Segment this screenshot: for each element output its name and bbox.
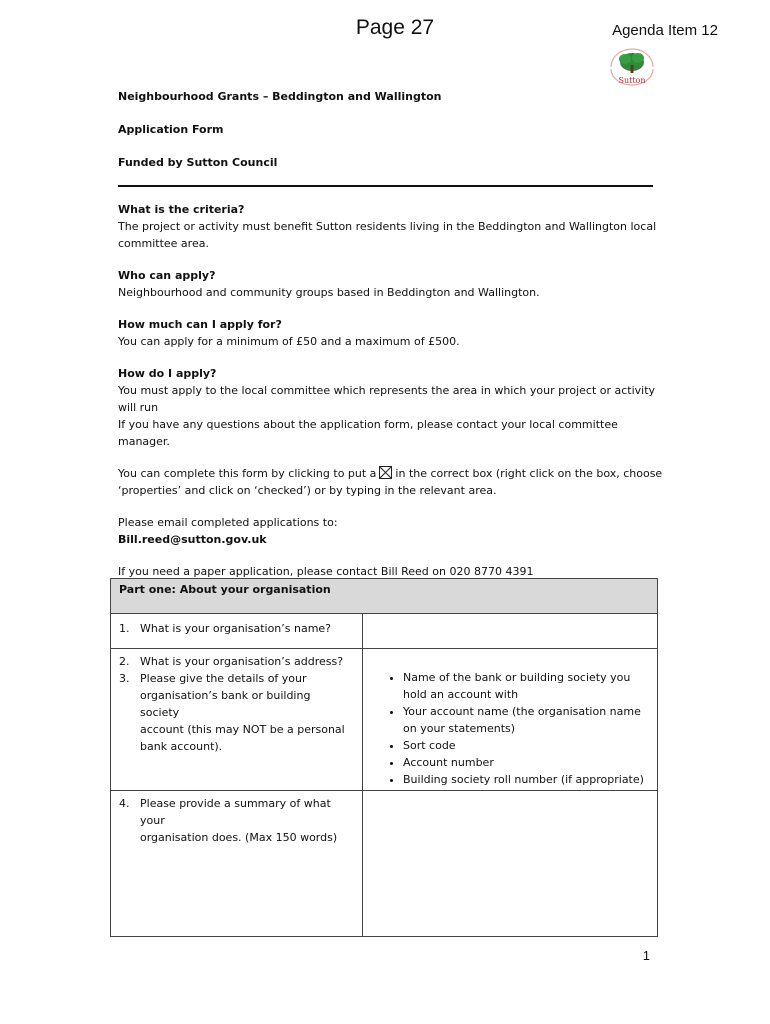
- page-label: Page 27: [355, 16, 435, 39]
- part-one-header: Part one: About your organisation: [111, 579, 658, 614]
- grant-title: Neighbourhood Grants – Beddington and Wallington: [118, 90, 442, 103]
- org-summary-field[interactable]: [363, 791, 658, 937]
- how-text-1: You must apply to the local committee which represents the area in which your project or activity: [118, 384, 656, 397]
- criteria-text-1: The project or activity must benefit Sutton residents living in the Beddington and Wallington local: [118, 220, 657, 233]
- list-item: • Sort code: [403, 737, 649, 754]
- email-intro: Please email completed applications to:: [118, 516, 338, 529]
- question-1-label: 1. What is your organisation’s name?: [111, 614, 363, 649]
- criteria-text-2: committee area.: [118, 237, 209, 250]
- how-text-3: If you have any questions about the application form, please contact your local committee manager.: [118, 418, 618, 448]
- list-item: • Account number: [403, 754, 649, 771]
- list-item: • Your account name (the organisation name on your statements): [403, 703, 649, 737]
- intro-content: [118, 88, 663, 580]
- who-text: Neighbourhood and community groups based in Beddington and Wallington.: [118, 286, 540, 299]
- question-3-text: Please give the details of your organisation’s bank or building society account (this may NOT be a personal bank account).: [140, 672, 345, 753]
- how-heading: How do I apply?: [118, 367, 217, 380]
- question-4-text: Please provide a summary of what your organisation does. (Max 150 words): [140, 797, 338, 844]
- funded-by: Funded by Sutton Council: [118, 156, 278, 169]
- checkbox-example-icon: [379, 466, 392, 479]
- complete-instructions: [118, 465, 663, 482]
- agenda-label: Agenda Item 12: [612, 22, 718, 39]
- complete-text-after: in the correct box (right click on the box, choose: [395, 467, 663, 480]
- question-1-text: What is your organisation’s name?: [140, 622, 332, 635]
- questions-2-3-label: 2. What is your organisation’s address? 3. Please give the details of your organisation’s bank or building society account (this may NOT be a personal bank account).: [111, 649, 363, 791]
- question-2-text: What is your organisation’s address?: [140, 655, 344, 668]
- page-number: 1: [642, 948, 650, 963]
- paper-application-text: If you need a paper application, please contact Bill Reed on 020 8770 4391: [118, 565, 534, 578]
- list-item: • Name of the bank or building society you hold an account with: [403, 669, 649, 703]
- much-heading: How much can I apply for?: [118, 318, 282, 331]
- how-text-2: will run: [118, 401, 159, 414]
- form-title: Application Form: [118, 123, 224, 136]
- question-4-label: 4. Please provide a summary of what your organisation does. (Max 150 words): [111, 791, 363, 937]
- application-form-table: [110, 578, 658, 937]
- svg-text:Sutton: Sutton: [618, 76, 646, 85]
- org-name-field[interactable]: [363, 614, 658, 649]
- criteria-heading: What is the criteria?: [118, 203, 245, 216]
- sutton-logo-icon: [607, 47, 657, 87]
- complete-text-2: ‘properties’ and click on ‘checked’) or by typing in the relevant area.: [118, 484, 497, 497]
- list-item: • Building society roll number (if appropriate): [403, 771, 649, 788]
- email-link[interactable]: Bill.reed@sutton.gov.uk: [118, 533, 267, 546]
- divider: [118, 185, 653, 187]
- much-text: You can apply for a minimum of £50 and a maximum of £500.: [118, 335, 460, 348]
- complete-text-before: You can complete this form by clicking to put a: [118, 467, 377, 480]
- bank-details-field[interactable]: [363, 649, 658, 791]
- bank-details-list: [363, 669, 649, 788]
- who-heading: Who can apply?: [118, 269, 216, 282]
